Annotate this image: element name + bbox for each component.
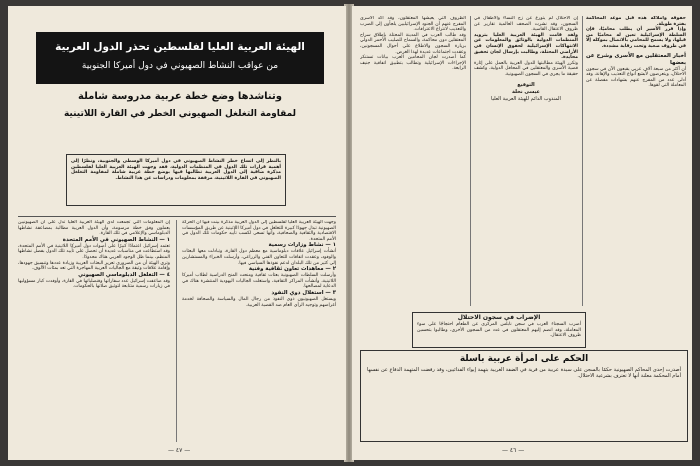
article-paragraph: تعتمد إسرائيل اعتمادًا كبيرًا على أصوات دول أميركا اللاتينية في الأمم المتحدة، وقد استطاعت في مناسبات عديدة أن تحصل على تأييد تلك الدول بفضل نشاطها المنظم، بينما ظل الوجود العربي هناك محدودًا.: [18, 243, 170, 260]
left-page: [8, 6, 346, 460]
right-page: [352, 6, 692, 460]
summary-box: [66, 154, 286, 206]
left-page-right-column: [182, 220, 336, 442]
article-intro: وجهت الهيئة العربية العليا لفلسطين إلى الدول العربية مذكرة بينت فيها أن الحركة الصهيونية تبذل جهودًا كبيرة للتغلغل في دول أميركا اللاتينية عن طريق المؤسسات الاقتصادية والثقافية والصحافية، وأنها تسعى لكسب تأييد حكومات تلك الدول في الأمم المتحدة.: [182, 220, 336, 242]
article-paragraph: ويستغل الصهيونيون ذوي النفوذ من رجال المال والسياسة والصحافة لخدمة أغراضهم وتوجيه الرأي العام ضد القضية العربية.: [182, 296, 336, 308]
section-heading: ١ — نشاط وزارات رسمية: [268, 242, 336, 249]
article-paragraph: حفوقه وأملاكه هذه قبل موعد المحاكمة بفترة طويلة.: [586, 16, 686, 27]
summary-text: بالنظر إلى اتساع خطر النشاط الصهيوني في دول أميركا الوسطى والجنوبية، ونظرًا إلى أهمية قرارات تلك الدول في المنظمات الدولية، فقد وجهت الهيئة العربية العليا لفلسطين مذكرة ضافية إلى الدول العربية تطالبها فيها بوضع خطة عربية شاملة لمقاومة التغلغل الصهيوني في القارة اللاتينية، مرفقة بمعلومات ودراسات عن هذا النشاط.: [71, 159, 281, 181]
subheadline: [36, 88, 324, 122]
divider: [18, 216, 336, 217]
right-page-right-column: [586, 16, 686, 308]
section-heading: ١ — النشاط الصهيوني في الأمم المتحدة: [62, 236, 170, 243]
article-paragraph: وقد طالب العرب في المدينة المحتلة بإطلاق سراح المعتقلين دون محاكمة، والسماح للصليب الأحمر الدولي بزيارة السجون والاطلاع على أحوال المسجونين، وعقدت اجتماعات عديدة لهذا الغرض.: [360, 32, 466, 55]
box-text: أصدرت إحدى المحاكم الصهيونية حكمًا بالسجن على سيدة عربية من قرية في الضفة الغربية بتهمة إيواء الفدائيين، وقد رفضت المتهمة الدفاع عن نفسها أمام المحكمة معلنة أنها لا تعترف بشرعية الاحتلال.: [367, 367, 681, 380]
column-divider: [470, 16, 471, 306]
left-page-left-column: [18, 220, 170, 442]
section-heading: ٢ — معاهدات تعاون ثقافية وفنية: [248, 266, 336, 273]
article-paragraph: وترى الهيئة أن من الضروري تعزيز البعثات العربية وزيادة عددها وتنسيق جهودها، وإقامة علاقات وثيقة مع الجاليات العربية المهاجرة التي تعد بمئات الألوف.: [18, 260, 170, 272]
signature-title: التوقيع: [517, 81, 535, 88]
headline-line-1: الهيئة العربية العليا لفلسطين تحذر الدول العربية: [55, 41, 305, 53]
column-divider: [582, 16, 583, 306]
article-paragraph: وأرسلت السلطات الصهيونية بعثات ثقافية ومنحت المنح الدراسية لطلاب أميركا اللاتينية، وأنشأت المراكز الثقافية، واستغلت الجاليات اليهودية المنتشرة هناك في الدعاية لمصالحها.: [182, 273, 336, 290]
page-number: — ٤٧ —: [168, 447, 191, 454]
subheadline-line-1: وتناشدها وضع خطة عربية مدروسة شاملة: [78, 91, 282, 102]
section-heading: أخبار المعتقلين مع الأسرى وشرح عن بعضها: [586, 52, 686, 66]
headline-line-2: من عواقب النشاط الصهيوني في دول أميركا الجنوبية: [81, 61, 279, 71]
article-paragraph: وتكرر الهيئة مطالبتها للدول العربية بالعمل على إثارة قضية الأسرى والمعتقلين في المحافل الدولية، وكشف حقيقة ما يجري في السجون الصهيونية.: [474, 60, 578, 77]
article-paragraph: وإذا قرر الأسير أن يطلب محاميًا، فإن السلطة الإسرائيلية تعين له محاميًا من قبلها، ولا يسمح للمحامي بالاتصال بموكله إلا في ظروف صعبة وتحت رقابة مشددة.: [586, 27, 686, 49]
subheadline-line-2: لمقاومة التغلغل الصهيوني الخطر في القارة اللاتينية: [63, 109, 297, 119]
article-paragraph: وقد ضاعفت إسرائيل عدد سفاراتها وقنصلياتها في القارة، وأوفدت كبار مسؤوليها في زيارات رسمية متتابعة لتوثيق صلاتها بالحكومات.: [18, 278, 170, 290]
box-text: أضرب السجناء العرب في سجن نابلس المركزي عن الطعام احتجاجًا على سوء المعاملة، وقد انضم إليهم المعتقلون في عدد من السجون الأخرى، وطالبوا بتحسين ظروف الاعتقال.: [417, 322, 581, 339]
right-page-middle-column: [474, 16, 578, 308]
box-title: الإضراب في سجون الاحتلال: [457, 314, 541, 321]
signature-name: عيسى نخلة: [512, 88, 540, 95]
article-paragraph: إن المعلومات التي تجمعت لدى الهيئة العربية العليا تدل على أن الصهيونيين يعملون وفق خطة مرسومة، وأن الدول العربية مطالبة بمضاعفة نشاطها الدبلوماسي والإعلامي في تلك القارة.: [18, 220, 170, 237]
section-heading: ٣ — استغلال ذوي النفوذ: [271, 289, 336, 296]
boxed-news-verdict: [360, 350, 688, 442]
boxed-news-strike: [412, 312, 586, 348]
headline-banner: [36, 32, 324, 84]
article-paragraph: ولقد قامت الهيئة العربية العليا بتزويد المنظمات الدولية بالوثائق والمعلومات عن الانتهاكات الإسرائيلية لحقوق الإنسان في الأراضي المحتلة، وطالبت بإرسال لجان تحقيق محايدة.: [474, 32, 578, 61]
signature-role: المندوب الدائم للهيئة العربية العليا: [491, 95, 561, 102]
section-heading: ٤ — التغلغل الدبلوماسي الصهيوني: [78, 271, 170, 278]
box-title: الحكم على امرأة عربية باسلة: [459, 354, 589, 364]
right-page-left-column: [360, 16, 466, 308]
article-paragraph: أنشأت إسرائيل علاقات دبلوماسية مع معظم دول القارة، وتبادلت معها البعثات والوفود، وعقدت اتفاقات للتعاون الفني والزراعي، وأرسلت الخبراء والمستشارين إلى كثير من تلك البلدان لدعم نفوذها السياسي فيها.: [182, 249, 336, 266]
article-paragraph: الظروف التي يعيشها المعتقلون، وقد أكد الأسرى المفرج عنهم أن الجنود الإسرائيليين يلجأون إلى الضرب والتعذيب لانتزاع الاعترافات.: [360, 16, 466, 33]
article-paragraph: كما أصدرت لجان المحامين العرب بيانات تستنكر الإجراءات الإسرائيلية وتطالب بتطبيق اتفاقية جنيف الرابعة.: [360, 55, 466, 72]
article-paragraph: أن أكثر من سبعة آلاف عربي يقبعون الآن في سجون الاحتلال، ويتعرضون لأبشع أنواع التعذيب والإهانة، وقد أدلى عدد من المفرج عنهم بشهادات مفصلة عن المعاملة التي لقوها.: [586, 66, 686, 89]
article-paragraph: إن الاحتلال لم يتورع عن زج النساء والأطفال في السجون، وقد نشرت الصحف العالمية تقارير عن ظروف الاعتقال القاسية.: [474, 16, 578, 33]
column-divider: [176, 220, 177, 442]
page-number: — ٤٦ —: [502, 447, 525, 454]
